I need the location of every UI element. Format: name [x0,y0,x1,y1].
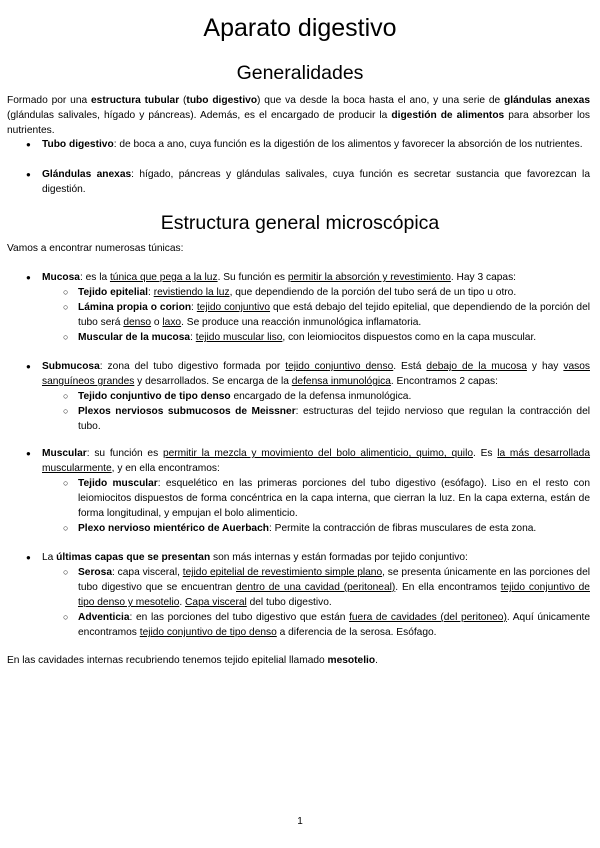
sub-tejido-epitelial: ○ Tejido epitelial: revistiendo la luz, que dependiendo de la porción del tubo será de un tipo u otro. [78,285,590,300]
sub-serosa: ○ Serosa: capa visceral, tejido epitelial de revestimiento simple plano, se presenta únicamente en las porciones del tubo digestivo que se encuentran dentro de una cavidad (peritoneal). En ella encontramos tejido conjuntivo de tipo denso y mesotelio. Capa visceral del tubo digestivo. [78,565,590,610]
sub-plexos-meissner: ○ Plexos nerviosos submucosos de Meissner: estructuras del tejido nervioso que regulan la contracción del tubo. [78,404,590,434]
bullet-mucosa: ● Mucosa: es la túnica que pega a la luz. Su función es permitir la absorción y revestimiento. Hay 3 capas: [42,270,590,285]
bullet-submucosa: ● Submucosa: zona del tubo digestivo formada por tejido conjuntivo denso. Está debajo de la mucosa y hay vasos sanguíneos grandes y desarrollados. Se encarga de la defensa inmunológica. Encontramos 2 capas: [42,359,590,389]
bullet-ultimas-capas: ● La últimas capas que se presentan son más internas y están formadas por tejido conjuntivo: [42,550,590,565]
sub-muscular-mucosa: ○ Muscular de la mucosa: tejido muscular liso, con leiomiocitos dispuestos como en la capa muscular. [78,330,590,345]
sub-lamina-propia: ○ Lámina propia o corion: tejido conjuntivo que está debajo del tejido epitelial, que dependiendo de la porción del tubo será denso o laxo. Se produce una reacción inmunológica inflamatoria. [78,300,590,330]
page-title: Aparato digestivo [203,14,397,42]
sub-tejido-muscular: ○ Tejido muscular: esquelético en las primeras porciones del tubo digestivo (esófago). Liso en el resto con leiomiocitos dispuestos de forma concéntrica en la capa interna, que cierran la luz. En la capa externa, están de forma longitudinal, y empujan el bolo alimenticio. [78,476,590,521]
section-heading-estructura: Estructura general microscópica [160,212,440,234]
sub-tejido-conjuntivo-denso: ○ Tejido conjuntivo de tipo denso encargado de la defensa inmunológica. [78,389,590,404]
sub-plexo-auerbach: ○ Plexo nervioso mientérico de Auerbach: Permite la contracción de fibras musculares de esta zona. [78,521,590,536]
intro-paragraph: Formado por una estructura tubular (tubo digestivo) que va desde la boca hasta el ano, y una serie de glándulas anexas (glándulas salivales, hígado y páncreas). Además, es el encargado de producir la digestión de alimentos para absorber los nutrientes. [7,95,590,136]
bullet-glandulas-anexas: ● Glándulas anexas: hígado, páncreas y glándulas salivales, cuya función es secretar sustancia que favorezcan la digestión. [42,167,590,197]
tunicas-intro: Vamos a encontrar numerosas túnicas: [7,243,184,254]
bullet-muscular: ● Muscular: su función es permitir la mezcla y movimiento del bolo alimenticio, quimo, quilo. Es la más desarrollada muscularmente, y en ella encontramos: [42,446,590,476]
sub-adventicia: ○ Adventicia: en las porciones del tubo digestivo que están fuera de cavidades (del peritoneo). Aquí únicamente encontramos tejido conjuntivo de tipo denso a diferencia de la serosa. Esófago. [78,610,590,640]
section-heading-generalidades: Generalidades [236,62,364,84]
bullet-tubo-digestivo: ● Tubo digestivo: de boca a ano, cuya función es la digestión de los alimentos y favorecer la absorción de los nutrientes. [42,137,590,152]
page-number: 1 [297,816,303,827]
closing-paragraph: En las cavidades internas recubriendo tenemos tejido epitelial llamado mesotelio. [7,655,378,666]
